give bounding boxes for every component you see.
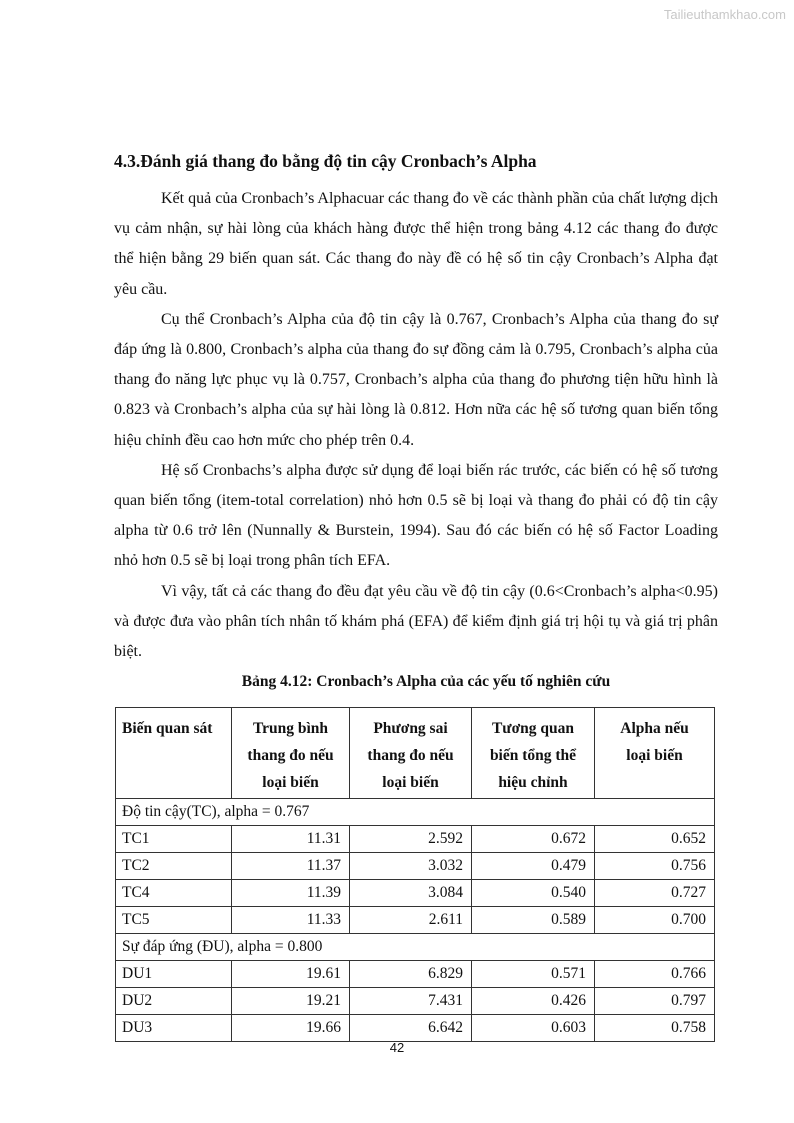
value-cell: 0.426 <box>472 988 595 1015</box>
value-cell: 19.66 <box>232 1015 350 1042</box>
value-cell: 11.39 <box>232 880 350 907</box>
value-cell: 6.829 <box>350 961 472 988</box>
value-cell: 0.589 <box>472 907 595 934</box>
value-cell: 0.766 <box>595 961 715 988</box>
group-label: Sự đáp ứng (ĐU), alpha = 0.800 <box>116 934 715 961</box>
table-body <box>116 799 715 1042</box>
page-content <box>114 148 718 1042</box>
table-row <box>116 826 715 853</box>
header-line: Alpha nếu <box>620 720 689 738</box>
value-cell: 11.33 <box>232 907 350 934</box>
value-cell: 0.797 <box>595 988 715 1015</box>
value-cell: 0.727 <box>595 880 715 907</box>
header-line: biến tổng thể <box>489 747 577 765</box>
value-cell: 6.642 <box>350 1015 472 1042</box>
paragraph-2: Cụ thể Cronbach’s Alpha của độ tin cậy là 0.767, Cronbach’s Alpha của thang đo sự đáp ứng là 0.800, Cronbach’s alpha của thang đo sự đồng cảm là 0.795, Cronbach’s alpha của thang đo năng lực phục vụ là 0.757, Cronbach’s alpha của thang đo phương tiện hữu hình là 0.823 và Cronbach’s alpha của sự hài lòng là 0.812. Hơn nữa các hệ số tương quan biến tổng hiệu chỉnh đều cao hơn mức cho phép trên 0.4. <box>114 310 718 449</box>
section-title: 4.3.Đánh giá thang đo bằng độ tin cậy Cronbach’s Alpha <box>114 151 537 171</box>
page-number: 42 <box>389 1040 405 1055</box>
variable-cell: TC5 <box>116 907 232 934</box>
header-line: Tương quan <box>491 720 575 738</box>
group-row <box>116 934 715 961</box>
paragraph-4: Vì vậy, tất cả các thang đo đều đạt yêu cầu về độ tin cậy (0.6<Cronbach’s alpha<0.95) và được đưa vào phân tích nhân tố khám phá (EFA) để kiểm định giá trị hội tụ và giá trị phân biệt. <box>114 582 718 661</box>
header-line: loại biến <box>262 774 319 792</box>
header-cell <box>595 708 715 799</box>
header-line: Trung bình <box>252 720 329 738</box>
variable-cell: DU3 <box>116 1015 232 1042</box>
header-line: Biến quan sát <box>122 720 213 738</box>
value-cell: 11.37 <box>232 853 350 880</box>
header-line: hiệu chỉnh <box>498 774 568 792</box>
cronbach-alpha-table <box>115 707 715 1042</box>
header-line: loại biến <box>626 747 683 765</box>
value-cell: 0.479 <box>472 853 595 880</box>
table-row <box>116 907 715 934</box>
value-cell: 3.084 <box>350 880 472 907</box>
header-line: Phương sai <box>373 720 448 738</box>
value-cell: 19.61 <box>232 961 350 988</box>
value-cell: 0.603 <box>472 1015 595 1042</box>
value-cell: 0.571 <box>472 961 595 988</box>
header-cell <box>116 708 232 799</box>
paragraph-3: Hệ số Cronbachs’s alpha được sử dụng để loại biến rác trước, các biến có hệ số tương quan biến tổng (item-total correlation) nhỏ hơn 0.5 sẽ bị loại và thang đo phải có độ tin cậy alpha từ 0.6 trở lên (Nunnally & Burstein, 1994). Sau đó các biến có hệ số Factor Loading nhỏ hơn 0.5 sẽ bị loại trong phân tích EFA. <box>114 461 718 570</box>
paragraph-1: Kết quả của Cronbach’s Alphacuar các thang đo về các thành phần của chất lượng dịch vụ cảm nhận, sự hài lòng của khách hàng được thể hiện trong bảng 4.12 các thang đo được thể hiện bằng 29 biến quan sát. Các thang đo này đề có hệ số tin cậy Cronbach’s Alpha đạt yêu cầu. <box>114 190 718 298</box>
variable-cell: TC1 <box>116 826 232 853</box>
variable-cell: DU1 <box>116 961 232 988</box>
value-cell: 19.21 <box>232 988 350 1015</box>
table-row <box>116 988 715 1015</box>
header-line: thang đo nếu <box>247 747 334 765</box>
header-cell <box>472 708 595 799</box>
table-row <box>116 961 715 988</box>
value-cell: 2.592 <box>350 826 472 853</box>
table-row <box>116 1015 715 1042</box>
table-row <box>116 880 715 907</box>
group-row <box>116 799 715 826</box>
value-cell: 11.31 <box>232 826 350 853</box>
table-caption: Bảng 4.12: Cronbach’s Alpha của các yếu tố nghiên cứu <box>241 673 611 691</box>
variable-cell: TC4 <box>116 880 232 907</box>
variable-cell: TC2 <box>116 853 232 880</box>
value-cell: 7.431 <box>350 988 472 1015</box>
value-cell: 0.652 <box>595 826 715 853</box>
value-cell: 0.758 <box>595 1015 715 1042</box>
variable-cell: DU2 <box>116 988 232 1015</box>
header-line: thang đo nếu <box>367 747 454 765</box>
table-row <box>116 853 715 880</box>
watermark: Tailieuthamkhao.com <box>663 7 786 22</box>
value-cell: 0.540 <box>472 880 595 907</box>
group-label: Độ tin cậy(TC), alpha = 0.767 <box>116 799 715 826</box>
value-cell: 0.756 <box>595 853 715 880</box>
header-cell <box>350 708 472 799</box>
header-line: loại biến <box>382 774 439 792</box>
value-cell: 3.032 <box>350 853 472 880</box>
value-cell: 2.611 <box>350 907 472 934</box>
value-cell: 0.672 <box>472 826 595 853</box>
header-cell <box>232 708 350 799</box>
table-header-row <box>116 708 715 799</box>
value-cell: 0.700 <box>595 907 715 934</box>
